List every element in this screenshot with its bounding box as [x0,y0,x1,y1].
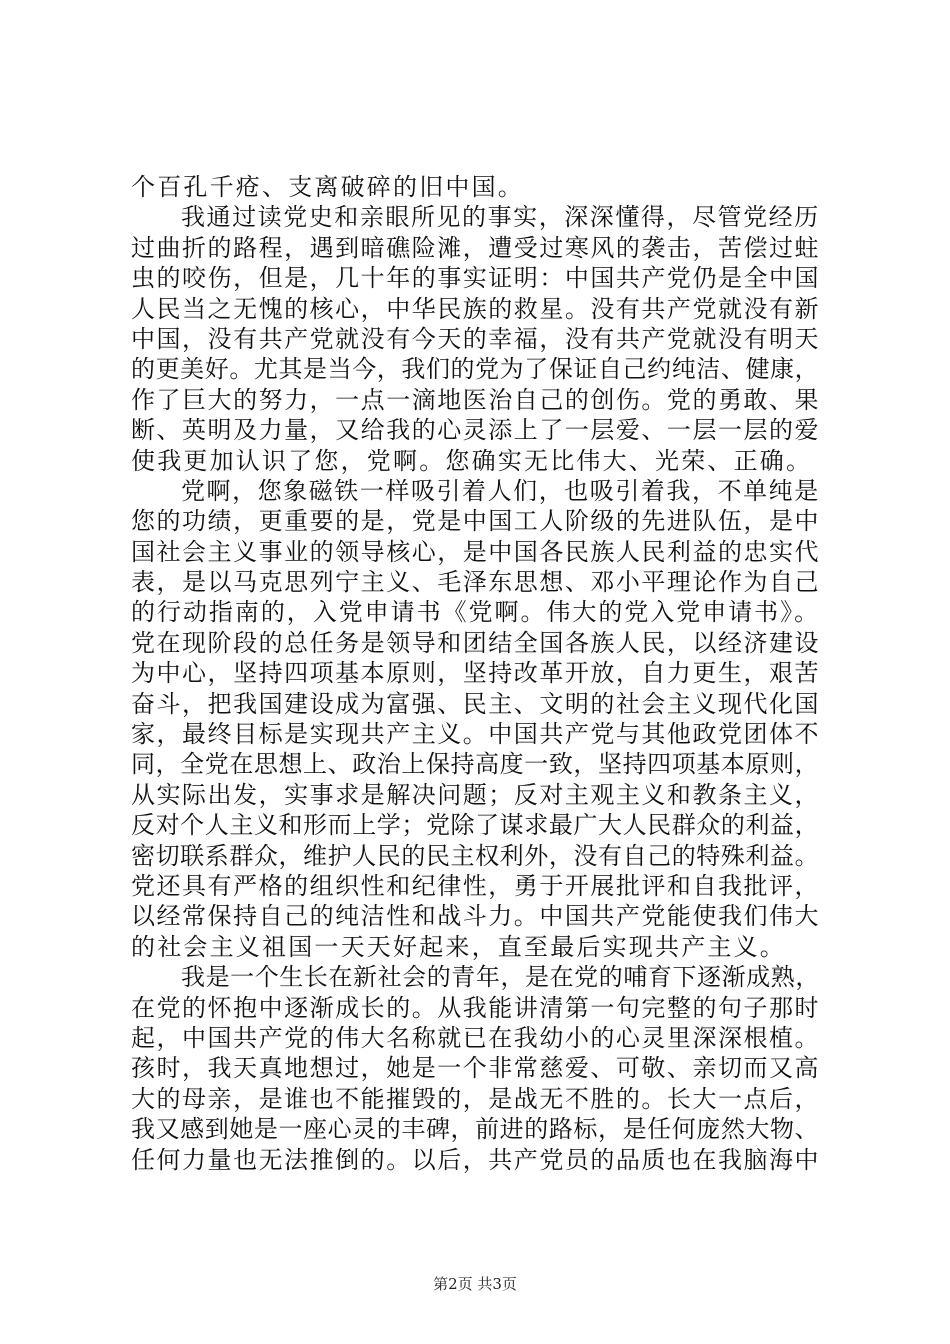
text-line: 孩时，我天真地想过，她是一个非常慈爱、可敬、亲切而又高 [131,1054,821,1083]
text-line: 起，中国共产党的伟大名称就已在我幼小的心灵里深深根植。 [131,1023,821,1052]
text-line: 家，最终目标是实现共产主义。中国共产党与其他政党团体不 [131,720,821,749]
text-line: 作了巨大的努力，一点一滴地医治自己的创伤。党的勇敢、果 [131,385,821,414]
text-line: 断、英明及力量，又给我的心灵添上了一层爱、一层一层的爱 [131,416,821,445]
text-line: 的行动指南的，入党申请书《党啊。伟大的党入党申请书》。 [131,598,821,627]
text-line: 的社会主义祖国一天天好起来，直至最后实现共产主义。 [131,932,786,961]
page-footer: 第2页 共3页 [433,1275,517,1293]
text-line: 从实际出发，实事求是解决问题；反对主观主义和教条主义， [131,780,821,809]
text-line: 表，是以马克思列宁主义、毛泽东思想、邓小平理论作为自己 [131,568,821,597]
text-line: 我又感到她是一座心灵的丰碑，前进的路标，是任何庞然大物、 [131,1115,820,1144]
text-line: 国社会主义事业的领导核心，是中国各民族人民利益的忠实代 [131,537,821,566]
body-text [131,172,821,1175]
text-line: 党啊，您象磁铁一样吸引着人们，也吸引着我，不单纯是 [181,476,820,505]
text-line: 党在现阶段的总任务是领导和团结全国各族人民，以经济建设 [131,628,821,657]
text-line: 为中心，坚持四项基本原则，坚持改革开放，自力更生，艰苦 [131,659,821,688]
text-line: 大的母亲，是谁也不能摧毁的，是战无不胜的。长大一点后， [131,1084,821,1113]
text-line: 我通过读党史和亲眼所见的事实，深深懂得，尽管党经历 [181,203,820,232]
text-line: 以经常保持自己的纯洁性和战斗力。中国共产党能使我们伟大 [131,902,821,931]
text-line: 我是一个生长在新社会的青年，是在党的哺育下逐渐成熟， [181,963,820,992]
text-line: 您的功绩，更重要的是，党是中国工人阶级的先进队伍，是中 [131,507,821,536]
text-line: 在党的怀抱中逐渐成长的。从我能讲清第一句完整的句子那时 [131,993,821,1022]
text-line: 过曲折的路程，遇到暗礁险滩，遭受过寒风的袭击，苦偿过蛀 [131,233,821,262]
text-line: 反对个人主义和形而上学；党除了谋求最广大人民群众的利益， [131,811,820,840]
text-line: 虫的咬伤，但是，几十年的事实证明：中国共产党仍是全中国 [131,264,821,293]
text-line: 奋斗，把我国建设成为富强、民主、文明的社会主义现代化国 [131,689,821,718]
text-line: 的更美好。尤其是当今，我们的党为了保证自己约纯洁、健康， [131,355,820,384]
text-line: 个百孔千疮、支离破碎的旧中国。 [131,173,524,201]
text-line: 人民当之无愧的核心，中华民族的救星。没有共产党就没有新 [131,294,821,323]
text-line: 同，全党在思想上、政治上保持高度一致，坚持四项基本原则， [131,750,820,779]
text-line: 任何力量也无法推倒的。以后，共产党员的品质也在我脑海中 [131,1145,821,1174]
text-line: 中国，没有共产党就没有今天的幸福，没有共产党就没有明天 [131,324,821,353]
text-line: 使我更加认识了您，党啊。您确实无比伟大、光荣、正确。 [131,446,813,475]
text-line: 密切联系群众，维护人民的民主权利外，没有自己的特殊利益。 [131,841,820,870]
text-line: 党还具有严格的组织性和纪律性，勇于开展批评和自我批评， [131,871,821,900]
